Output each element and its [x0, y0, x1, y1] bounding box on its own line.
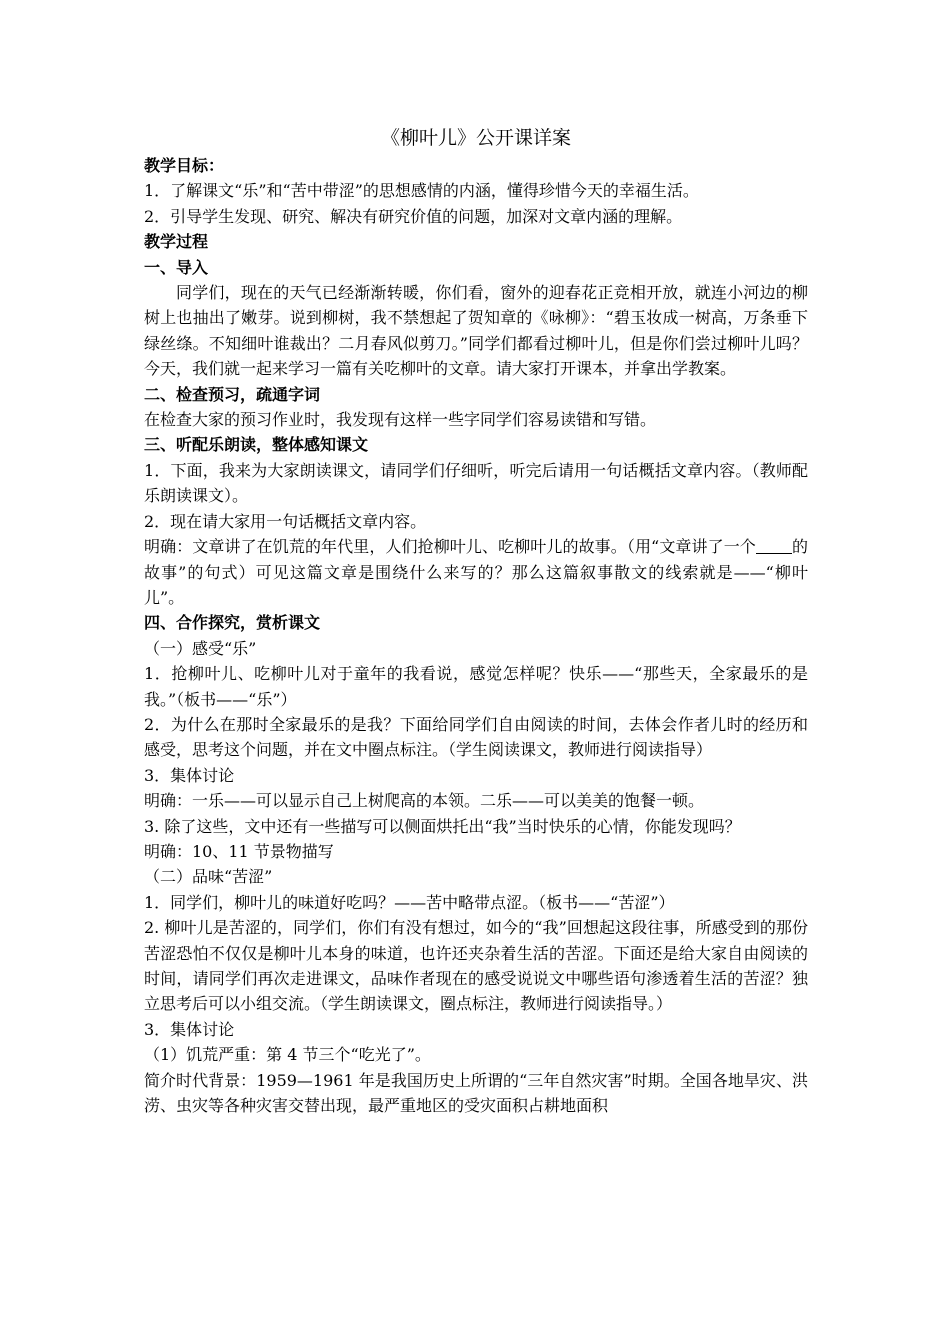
process-heading: 教学过程	[144, 232, 209, 252]
paragraph-part: 明确：文章讲了在饥荒的年代里，人们抢柳叶儿、吃柳叶儿的故事。（用“文章讲了一个	[144, 537, 756, 557]
paragraph: 3. 除了这些，文中还有一些描写可以侧面烘托出“我”当时快乐的心情，你能发现吗？	[144, 816, 741, 836]
subsection-heading: （二）品味“苦涩”	[144, 867, 273, 887]
section-intro-body: 同学们，现在的天气已经渐渐转暖，你们看，窗外的迎春花正竞相开放，就连小河边的柳树上也抽出了嫩芽。说到柳树，我不禁想起了贺知章的《咏柳》：“碧玉妆成一树高，万条垂下绿丝绦。不知细叶谁裁出？二月春风似剪刀。”同学们都看过柳叶儿，但是你们尝过柳叶儿吗？今天，我们就一起来学习一篇有关吃柳叶的文章。请大家打开课本，并拿出学教案。	[144, 283, 808, 379]
paragraph: 1．同学们，柳叶儿的味道好吃吗？——苦中略带点涩。（板书——“苦涩”）	[144, 892, 675, 912]
goal-item: 2．引导学生发现、研究、解决有研究价值的问题，加深对文章内涵的理解。	[144, 206, 683, 226]
fill-in-blank	[756, 537, 792, 554]
paragraph: 2．现在请大家用一句话概括文章内容。	[144, 511, 427, 531]
section-heading-intro: 一、导入	[144, 257, 209, 277]
document-title: 《柳叶儿》公开课详案	[380, 127, 571, 149]
paragraph: 2．为什么在那时全家最乐的是我？下面给同学们自由阅读的时间，去体会作者儿时的经历和感受，思考这个问题，并在文中圈点标注。（学生阅读课文，教师进行阅读指导）	[144, 714, 808, 760]
paragraph: 明确：一乐——可以显示自己上树爬高的本领。二乐——可以美美的饱餐一顿。	[144, 791, 705, 811]
section-heading-reading: 三、听配乐朗读，整体感知课文	[144, 435, 369, 455]
subsection-heading: （一）感受“乐”	[144, 638, 257, 658]
paragraph: 3．集体讨论	[144, 1019, 235, 1039]
paragraph: 2. 柳叶儿是苦涩的，同学们，你们有没有想过，如今的“我”回想起这段往事，所感受到的那份苦涩恐怕不仅仅是柳叶儿本身的味道，也许还夹杂着生活的苦涩。下面还是给大家自由阅读的时间，请同学们再次走进课文，品味作者现在的感受说说文中哪些语句渗透着生活的苦涩？独立思考后可以小组交流。（学生朗读课文，圈点标注，教师进行阅读指导。）	[144, 918, 808, 1014]
goals-heading: 教学目标：	[144, 156, 225, 175]
goal-item: 1．了解课文“乐”和“苦中带涩”的思想感情的内涵，懂得珍惜今天的幸福生活。	[144, 181, 699, 201]
document-page	[144, 123, 808, 1118]
paragraph-part: 的故事”的句式）可见这篇文章是围绕什么来写的？那么这篇叙事散文的线索就是——“柳叶儿”。	[144, 537, 808, 607]
paragraph: 简介时代背景：1959—1961 年是我国历史上所谓的“三年自然灾害”时期。全国各地旱灾、洪涝、虫灾等各种灾害交替出现，最严重地区的受灾面积占耕地面积	[144, 1070, 808, 1116]
paragraph-with-blank	[144, 534, 808, 610]
section-heading-preview: 二、检查预习，疏通字词	[144, 384, 321, 404]
paragraph: 1．抢柳叶儿、吃柳叶儿对于童年的我看说，感觉怎样呢？快乐——“那些天，全家最乐的是我。”（板书——“乐”）	[144, 664, 808, 709]
paragraph: 1．下面，我来为大家朗读课文，请同学们仔细听，听完后请用一句话概括文章内容。（教师配乐朗读课文）。	[144, 460, 808, 506]
paragraph: 明确：10、11 节景物描写	[144, 841, 334, 861]
paragraph: （1）饥荒严重：第 4 节三个“吃光了”。	[144, 1045, 431, 1065]
section-heading-explore: 四、合作探究，赏析课文	[144, 613, 321, 633]
section-preview-body: 在检查大家的预习作业时，我发现有这样一些字同学们容易读错和写错。	[144, 410, 657, 430]
paragraph: 3．集体讨论	[144, 765, 235, 785]
